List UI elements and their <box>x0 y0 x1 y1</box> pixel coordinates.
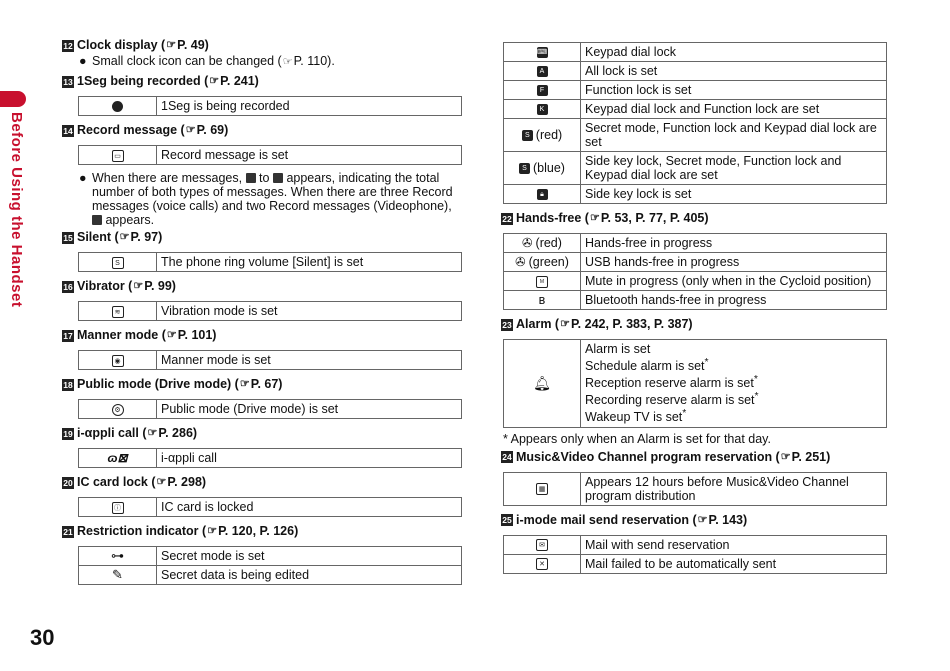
section-23-heading: 23 Alarm ( ☞ P. 242, P. 383, P. 387) <box>502 317 693 331</box>
bullet-note: ● When there are messages, to appears, indicating the total number of both types of messages. When there are three Record messages (voice calls) and two Record messages (Videophone), appears. <box>79 171 453 227</box>
table-row: ✉ Mail with send reservation <box>504 535 887 554</box>
function-lock-icon: F <box>537 85 548 96</box>
table-row: 🔒︎ Side key lock is set <box>504 185 887 204</box>
section-18-heading: 18 Public mode (Drive mode) ( ☞ P. 67) <box>63 377 283 391</box>
table-row: ▦ Appears 12 hours before Music&Video Channel program distribution <box>504 472 887 505</box>
silent-icon: S <box>112 257 124 269</box>
table-row: ✕ Mail failed to be automatically sent <box>504 554 887 573</box>
footnote: * Appears only when an Alarm is set for that day. <box>503 431 771 446</box>
table-row: A All lock is set <box>504 62 887 81</box>
section-20-heading: 20 IC card lock ( ☞ P. 298) <box>63 475 207 489</box>
vibration-icon: ≋ <box>112 306 124 318</box>
section-13-heading: 13 1Seg being recorded ( ☞ P. 241) <box>63 74 259 88</box>
table-row: S (red) Secret mode, Function lock and Keypad dial lock are set <box>504 119 887 152</box>
handsfree-icon: ✇ <box>522 236 533 250</box>
table-row: F Function lock is set <box>504 81 887 100</box>
section-17-heading: 17 Manner mode ( ☞ P. 101) <box>63 328 217 342</box>
secret-function-keypad-lock-icon: S <box>522 130 533 141</box>
table-row: ⚙ Public mode (Drive mode) is set <box>79 400 462 419</box>
section-16-heading: 16 Vibrator ( ☞ P. 99) <box>63 279 176 293</box>
icon-table <box>78 448 462 468</box>
section-15-heading: 15 Silent ( ☞ P. 97) <box>63 230 163 244</box>
drive-mode-icon: ⚙ <box>112 404 124 416</box>
table-row: 1Seg is being recorded <box>79 97 462 116</box>
usb-handsfree-icon: ✇ <box>515 255 526 269</box>
table-row: ≋ Vibration mode is set <box>79 302 462 321</box>
secret-key-icon: ⊶ <box>111 548 124 563</box>
section-14-heading: 14 Record message ( ☞ P. 69) <box>63 123 229 137</box>
icon-table <box>78 145 462 165</box>
music-video-channel-icon: ▦ <box>536 483 548 495</box>
mute-icon: M <box>536 276 548 288</box>
record-message-count-icon <box>246 173 256 183</box>
table-row: ʙ Bluetooth hands-free in progress <box>504 291 887 310</box>
table-row: S (blue) Side key lock, Secret mode, Function lock and Keypad dial lock are set <box>504 152 887 185</box>
section-24-heading: 24 Music&Video Channel program reservation ( ☞ P. 251) <box>502 449 831 464</box>
keypad-dial-lock-icon: ⌨ <box>536 49 548 57</box>
right-column <box>501 36 887 574</box>
lock-icon-table <box>503 42 887 204</box>
record-message-icon: ▭ <box>112 150 124 162</box>
section-19-heading: 19 i-αppli call ( ☞ P. 286) <box>63 426 198 440</box>
icon-table <box>78 96 462 116</box>
alarm-bell-icon: 🔔︎ <box>533 375 551 392</box>
table-row: ɷ⊠ i-αppli call <box>79 449 462 468</box>
table-row: 🔔︎ Alarm is set Schedule alarm is set* Reception reserve alarm is set* Recording reserve alarm is set* Wakeup TV is set* <box>504 340 887 428</box>
table-row: ⌨ Keypad dial lock <box>504 43 887 62</box>
icon-table <box>78 350 462 370</box>
icon-table <box>503 339 887 428</box>
icon-table <box>503 233 887 310</box>
keypad-function-lock-icon: K <box>537 104 548 115</box>
reference-icon: ☞ <box>166 39 177 51</box>
bluetooth-handsfree-icon: ʙ <box>538 293 546 307</box>
table-row: ✇ (green) USB hands-free in progress <box>504 253 887 272</box>
table-row: ▭ Record message is set <box>79 146 462 165</box>
all-lock-icon: A <box>537 66 548 77</box>
side-title: Before Using the Handset <box>8 112 25 308</box>
bullet-note: ● Small clock icon can be changed (☞P. 110). <box>79 54 335 68</box>
side-tab-marker <box>0 91 26 107</box>
page-number: 30 <box>30 625 55 650</box>
icon-table <box>78 497 462 517</box>
record-message-count-icon <box>273 173 283 183</box>
mail-reservation-icon: ✉ <box>536 539 548 551</box>
side-secret-function-keypad-lock-icon: S <box>519 163 530 174</box>
recording-dot-icon <box>112 101 123 112</box>
section-number: 12 <box>63 40 73 51</box>
icon-table <box>503 472 887 506</box>
secret-edit-icon: ✎ <box>112 567 123 582</box>
table-row: M Mute in progress (only when in the Cycloid position) <box>504 272 887 291</box>
table-row: ⊶ Secret mode is set <box>79 547 462 566</box>
icon-table <box>78 252 462 272</box>
table-row: ✇ (red) Hands-free in progress <box>504 234 887 253</box>
icon-table <box>78 546 462 585</box>
left-column <box>62 36 462 585</box>
icon-table <box>503 535 887 574</box>
table-row: ⓘ IC card is locked <box>79 498 462 517</box>
table-row: K Keypad dial lock and Function lock are set <box>504 100 887 119</box>
icon-table <box>78 399 462 419</box>
manner-mode-icon: ◉ <box>112 355 124 367</box>
side-key-lock-icon: 🔒︎ <box>537 189 548 200</box>
iappli-call-icon: ɷ⊠ <box>107 451 128 465</box>
section-25-heading: 25 i-mode mail send reservation ( ☞ P. 143) <box>502 512 748 527</box>
section-22-heading: 22 Hands-free ( ☞ P. 53, P. 77, P. 405) <box>502 211 709 225</box>
record-message-count-icon <box>92 215 102 225</box>
icon-table <box>78 301 462 321</box>
table-row: ✎ Secret data is being edited <box>79 566 462 585</box>
mail-failed-icon: ✕ <box>536 558 548 570</box>
table-row: ◉ Manner mode is set <box>79 351 462 370</box>
ic-card-lock-icon: ⓘ <box>112 502 124 514</box>
section-12-heading: 12 Clock display ( ☞ P. 49) <box>63 38 209 52</box>
table-row: S The phone ring volume [Silent] is set <box>79 253 462 272</box>
section-21-heading: 21 Restriction indicator ( ☞ P. 120, P. 126) <box>63 524 299 538</box>
